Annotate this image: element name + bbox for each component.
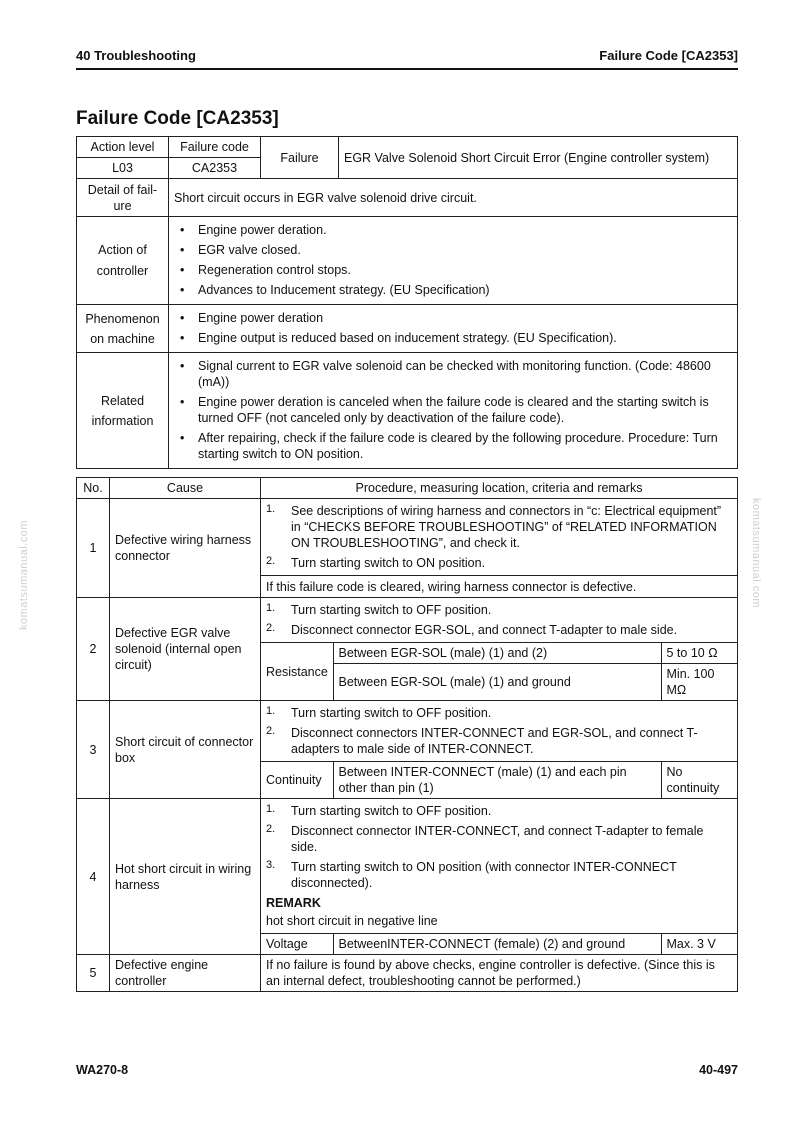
col-no-header: No. [77,478,110,499]
phenomenon-item: • Engine power deration [174,310,732,326]
page-number: 40-497 [699,1063,738,1077]
row-cause: Short circuit of connector box [110,701,261,799]
related-label: Related information [77,353,169,469]
measure-value: No continuity [666,765,720,795]
phenomenon-label: Phenomenon on machine [77,305,169,353]
related-item: • Signal current to EGR valve solenoid can be checked with monitoring function. (Code: 48600 (mA)) [174,358,732,390]
row-no: 3 [77,701,110,799]
detail-value: Short circuit occurs in EGR valve solenoid drive circuit. [169,179,738,217]
failure-code-label: Failure code [169,137,261,158]
procedure-step: 1. Turn starting switch to OFF position. [266,602,492,617]
procedure-step: 1. See descriptions of wiring harness and connectors in “c: Electrical equipment” in “CHECKS BEFORE TROUBLESHOOTING” of “RELATED INFORMATION ON TROUBLESHOOTING”, and check it. [266,503,722,550]
row-no: 2 [77,598,110,701]
measure-label: Continuity [261,762,333,798]
failure-label: Failure [261,137,339,179]
measure-between: Between INTER-CONNECT (male) (1) and each pin other than pin (1) [333,762,661,798]
page-header [76,48,738,70]
header-code: Failure Code [CA2353] [599,48,738,63]
col-procedure-header: Procedure, measuring location, criteria and remarks [261,478,738,499]
col-cause-header: Cause [110,478,261,499]
row-cause: Hot short circuit in wiring harness [110,799,261,955]
failure-description: EGR Valve Solenoid Short Circuit Error (Engine controller system) [339,137,738,179]
table-row [77,499,738,598]
phenomenon-items [169,305,738,353]
action-items [169,217,738,305]
section-title: 40 Troubleshooting [76,48,196,63]
measure-between: Between EGR-SOL (male) (1) and ground [333,664,661,701]
row-cause: Defective engine controller [110,955,261,992]
table-row [77,701,738,799]
procedure-note: If this failure code is cleared, wiring harness connector is defective. [261,575,737,597]
table-row [77,799,738,955]
measure-between: Between EGR-SOL (male) (1) and (2) [333,643,661,664]
row-procedure-note: If no failure is found by above checks, engine controller is defective. (Since this is an internal defect, troubleshooting cannot be performed.) [261,955,738,992]
related-item: • After repairing, check if the failure code is cleared by the following procedure. Procedure: Turn starting switch to ON position. [174,430,732,462]
table-row [77,955,738,992]
measure-value: Max. 3 V [666,937,716,951]
measurement-table [261,762,737,798]
action-level-label: Action level [77,137,169,158]
action-item: • EGR valve closed. [174,242,732,258]
row-procedure [261,598,738,701]
detail-label: Detail of fail-ure [77,179,169,217]
procedure-step: 2. Turn starting switch to ON position. [266,555,486,570]
action-level-value: L03 [77,158,169,179]
procedure-step: 2. Disconnect connector INTER-CONNECT, and connect T-adapter to female side. [266,823,704,854]
related-item: • Engine power deration is canceled when the failure code is cleared and the starting switch is turned OFF (not canceled only by deactivation of the failure code). [174,394,732,426]
action-item: • Advances to Inducement strategy. (EU Specification) [174,282,732,298]
procedure-step: 3. Turn starting switch to ON position (with connector INTER-CONNECT disconnected). [266,859,677,890]
watermark-left: komatsumanual.com [18,520,30,630]
row-no: 4 [77,799,110,955]
measure-between: BetweenINTER-CONNECT (female) (2) and ground [333,934,661,954]
remark-label: REMARK [266,896,321,910]
cause-table [76,477,738,992]
page-title: Failure Code [CA2353] [76,108,279,129]
row-no: 1 [77,499,110,598]
procedure-step: 2. Disconnect connector EGR-SOL, and connect T-adapter to male side. [266,622,678,637]
measure-label: Voltage [261,934,333,954]
remark-text: hot short circuit in negative line [266,914,438,928]
measurement-table [261,934,737,954]
row-no: 5 [77,955,110,992]
page-footer [76,1063,738,1077]
failure-code-value: CA2353 [169,158,261,179]
row-procedure [261,799,738,955]
table-row [77,598,738,701]
measure-value: 5 to 10 Ω [666,646,718,660]
watermark-right: komatsumanual.com [750,498,762,608]
action-item: • Engine power deration. [174,222,732,238]
row-cause: Defective wiring harness connector [110,499,261,598]
measure-value: Min. 100 MΩ [661,664,737,701]
measurement-table [261,643,737,700]
row-procedure [261,499,738,598]
row-procedure [261,701,738,799]
procedure-step: 1. Turn starting switch to OFF position. [266,705,492,720]
measure-label: Resistance [261,643,333,700]
action-item: • Regeneration control stops. [174,262,732,278]
failure-info-table [76,136,738,469]
row-cause: Defective EGR valve solenoid (internal open circuit) [110,598,261,701]
action-label: Action of controller [77,217,169,305]
model-number: WA270-8 [76,1063,129,1077]
procedure-step: 2. Disconnect connectors INTER-CONNECT and EGR-SOL, and connect T-adapters to male side of INTER-CONNECT. [266,725,698,756]
procedure-step: 1. Turn starting switch to OFF position. [266,803,492,818]
related-items [169,353,738,469]
phenomenon-item: • Engine output is reduced based on inducement strategy. (EU Specification). [174,330,732,346]
